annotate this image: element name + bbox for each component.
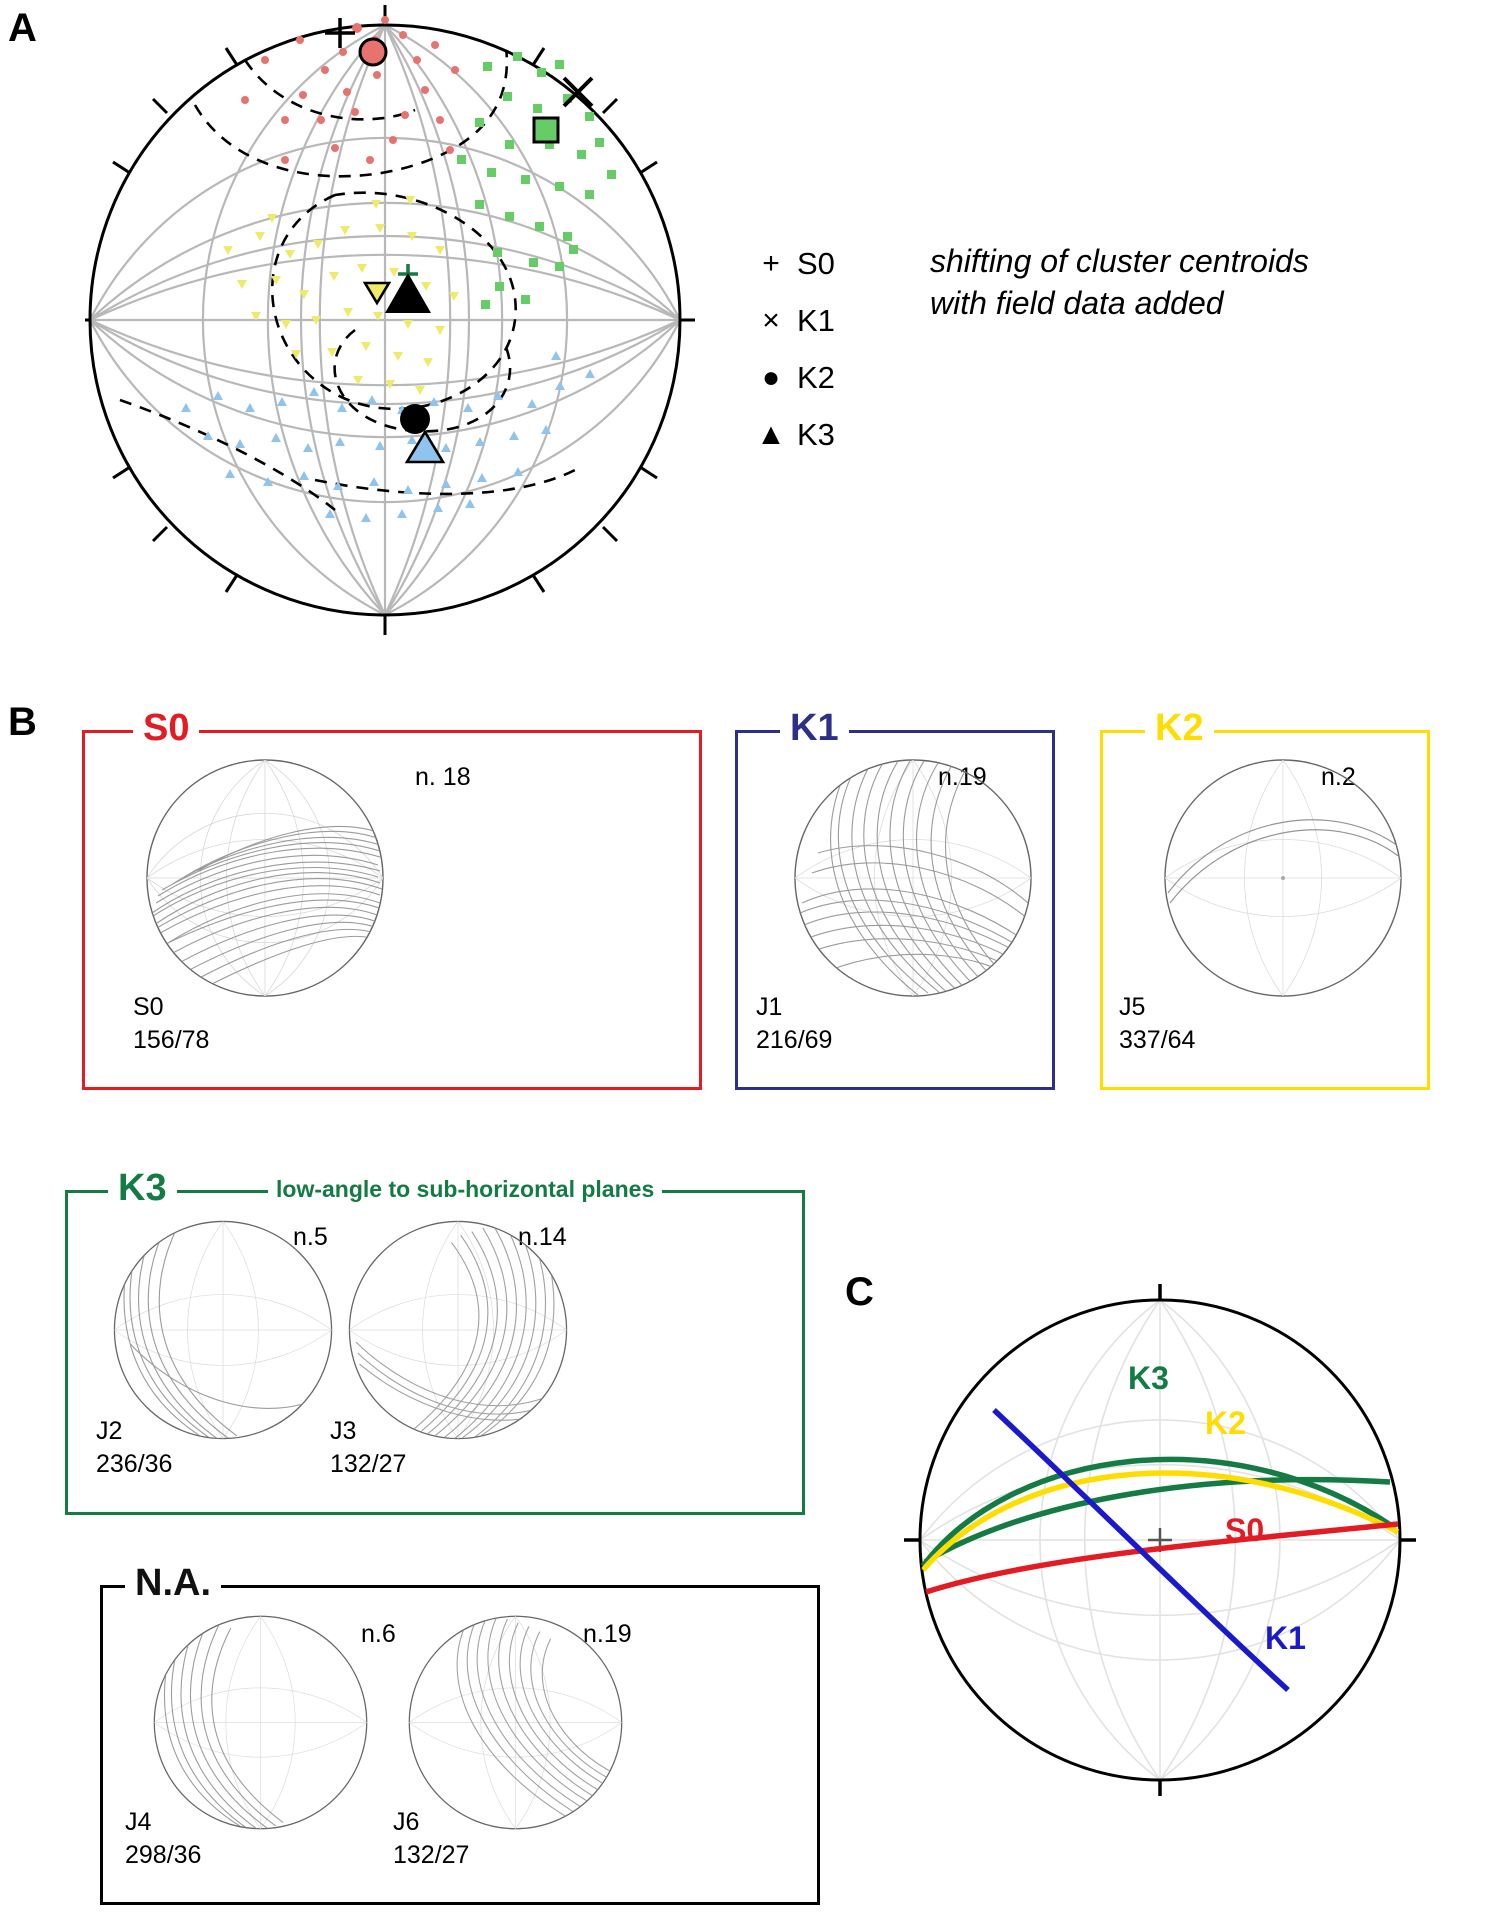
stereonet-a-points-k2: [223, 196, 459, 395]
cross-marker-icon: ×: [762, 303, 780, 337]
plot-count-k3-j2: n.5: [293, 1223, 328, 1251]
group-box-k3: [65, 1167, 805, 1515]
centroid-k2-circle-marker: [400, 404, 430, 434]
plane-k1: [994, 1410, 1288, 1690]
stereonet-k2: [1158, 753, 1408, 1003]
plane-label-s0: S0: [1225, 1512, 1265, 1548]
plot-count-s0: n. 18: [415, 763, 471, 791]
panel-a-letter: A: [8, 6, 37, 50]
stereonet-na-j6: [403, 1610, 628, 1835]
legend-item-k3: [745, 406, 835, 463]
stereonet-c: [890, 1270, 1430, 1810]
filled-circle-marker-icon: ●: [761, 360, 781, 394]
plot-set-name-j6: J6: [393, 1808, 420, 1836]
centroid-k3-initial-marker: [385, 273, 431, 313]
centroid-s0-initial-marker: [325, 18, 355, 48]
group-box-k2: [1100, 707, 1430, 1090]
legend-label-k1: K1: [797, 302, 835, 338]
plot-set-name-j3: J3: [330, 1417, 357, 1445]
plot-count-k1: n.19: [938, 763, 987, 791]
plot-set-name-k1: J1: [756, 993, 783, 1021]
stereonet-a-contours: [120, 40, 575, 510]
plot-orientation-k2: 337/64: [1119, 1025, 1196, 1054]
stereonet-a-container: [85, 0, 695, 670]
plane-label-k3: K3: [1128, 1360, 1169, 1396]
plot-count-k3-j3: n.14: [518, 1223, 567, 1251]
stereonet-k3-j2-planes: [124, 1222, 325, 1439]
plane-label-k2: K2: [1205, 1405, 1246, 1441]
plot-count-na-j6: n.19: [583, 1620, 632, 1648]
group-subtitle-k3: low-angle to sub-horizontal planes: [268, 1176, 662, 1203]
group-box-na: [100, 1562, 820, 1905]
stereonet-na-j4: [148, 1610, 373, 1835]
stereonet-s0: [140, 753, 390, 1003]
group-title-na: N.A.: [125, 1561, 221, 1605]
plot-count-na-j4: n.6: [361, 1620, 396, 1648]
plot-orientation-j4: 298/36: [125, 1840, 202, 1869]
stereonet-k2-planes: [1168, 820, 1402, 903]
panel-a-legend: [745, 235, 835, 463]
stereonet-k1: [788, 753, 1038, 1003]
legend-item-k1: [745, 292, 835, 349]
group-box-k1: [735, 707, 1055, 1090]
stereonet-k3-j2: [108, 1215, 338, 1445]
stereonet-k3-j3-planes: [356, 1222, 562, 1439]
plot-set-name-k2: J5: [1119, 993, 1146, 1021]
stereonet-a: [85, 0, 695, 670]
plot-orientation-j2: 236/36: [96, 1449, 173, 1478]
plot-orientation-s0: 156/78: [133, 1025, 210, 1054]
plot-set-name-s0: S0: [133, 993, 164, 1021]
plot-orientation-j3: 132/27: [330, 1449, 407, 1478]
legend-item-k2: [745, 349, 835, 406]
plot-orientation-j6: 132/27: [393, 1840, 470, 1869]
centroid-k1-shifted-marker: [534, 118, 558, 142]
centroid-s0-shifted-marker: [360, 39, 386, 65]
filled-triangle-marker-icon: ▲: [756, 417, 786, 451]
group-title-k2: K2: [1145, 706, 1214, 750]
stereonet-k3-j3: [343, 1215, 573, 1445]
plus-marker-icon: +: [762, 246, 780, 280]
panel-a-note: shifting of cluster centroids with field data added: [930, 243, 1309, 322]
legend-label-k2: K2: [797, 359, 835, 395]
plot-set-name-j2: J2: [96, 1417, 123, 1445]
legend-label-k3: K3: [797, 416, 835, 452]
centroid-k1-initial-marker: [564, 78, 592, 106]
panel-b-letter: B: [8, 700, 37, 744]
legend-item-s0: [745, 235, 835, 292]
stereonet-na-j4-planes: [164, 1617, 283, 1829]
plane-label-k1: K1: [1265, 1620, 1306, 1656]
group-title-k3: K3: [108, 1166, 177, 1210]
plot-orientation-k1: 216/69: [756, 1025, 833, 1054]
group-title-s0: S0: [133, 706, 199, 750]
panel-a: [0, 0, 1498, 690]
group-box-s0: [82, 707, 702, 1090]
panel-c-letter: C: [845, 1270, 874, 1314]
legend-label-s0: S0: [797, 245, 835, 281]
plot-count-k2: n.2: [1321, 763, 1356, 791]
group-title-k1: K1: [780, 706, 849, 750]
plot-set-name-j4: J4: [125, 1808, 152, 1836]
